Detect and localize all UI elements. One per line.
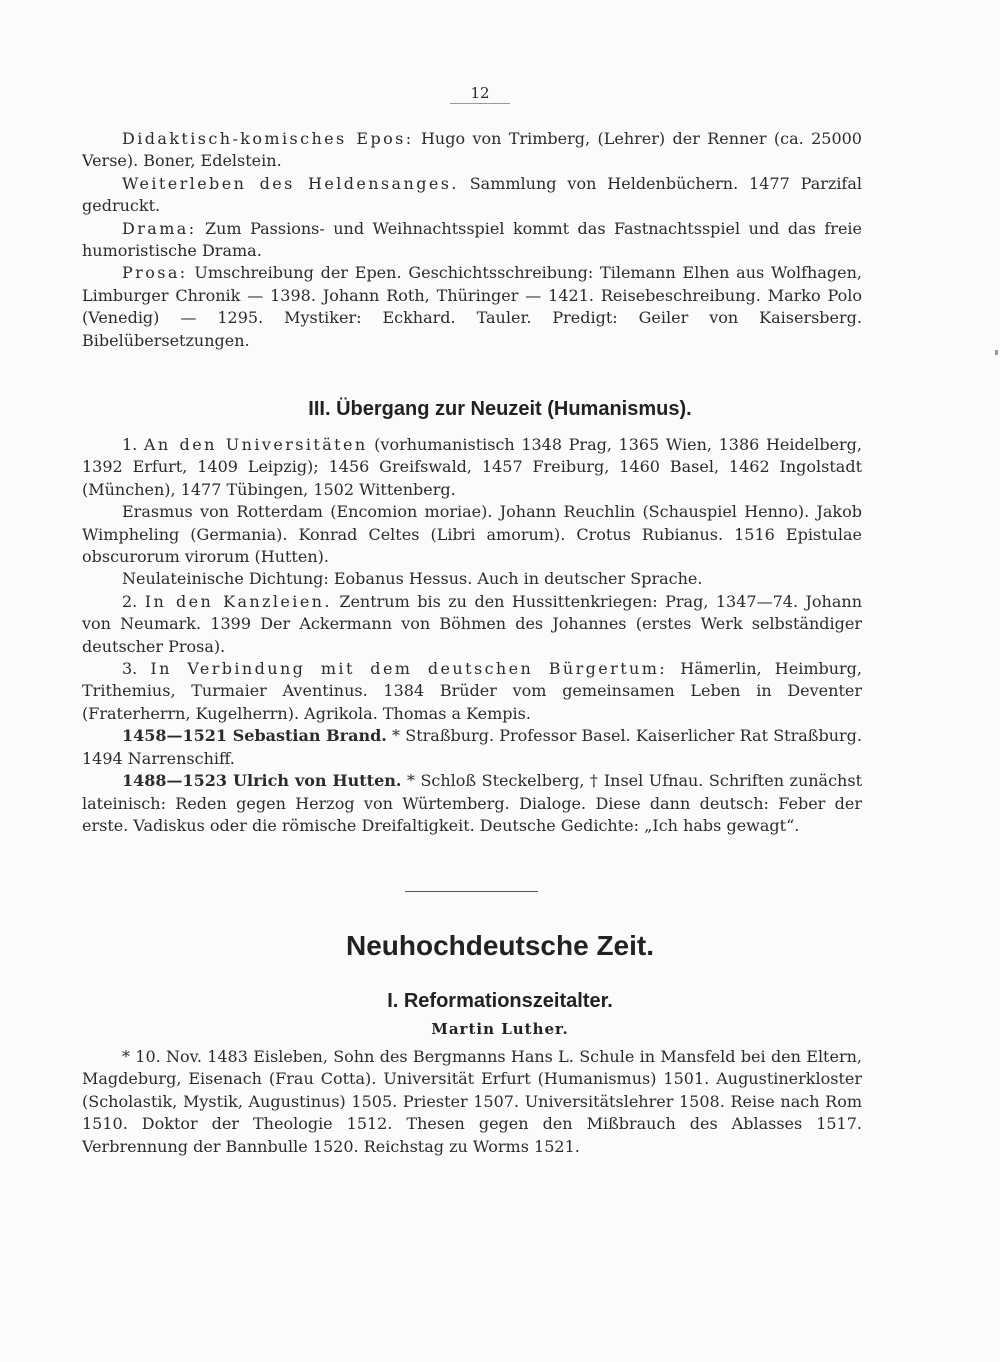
paragraph-lead: Weiterleben des Heldensanges. <box>122 173 459 193</box>
part2-text <box>82 1046 862 1158</box>
paragraph-number: 1. <box>122 435 138 454</box>
paragraph <box>82 770 862 837</box>
paragraph <box>82 434 862 501</box>
paragraph <box>82 725 862 770</box>
paragraph <box>82 128 862 173</box>
person-heading: Martin Luther. <box>431 1020 569 1038</box>
paragraph-lead: 1488—1523 Ulrich von Hutten. <box>122 771 402 791</box>
paragraph: * 10. Nov. 1483 Eisleben, Sohn des Bergmanns Hans L. Schule in Mansfeld bei den Eltern, Magdeburg, Eisenach (Frau Cotta). Universität Erfurt (Humanismus) 1501. Augustinerkloster (Scholastik, Mystik, Augustinus) 1505. Priester 1507. Universitätslehrer 1508. Reise nach Rom 1510. Doktor der Theologie 1512. Thesen gegen den Mißbrauch des Ablasses 1517. Verbrennung der Bannbulle 1520. Reichstag zu Worms 1521. <box>82 1047 862 1156</box>
paragraph-body: Hämerlin, Heimburg, Trithemius, Turmaier Aventinus. 1384 Brüder vom gemeinsamen Leben in Deventer (Fraterherrn, Kugelherrn). Agrikola. Thomas a Kempis. <box>82 659 863 723</box>
paragraph-lead: An den Universitäten <box>143 435 368 454</box>
divider <box>405 891 538 892</box>
section-heading: III. Übergang zur Neuzeit (Humanismus). <box>308 398 692 420</box>
section-heading: I. Reformationszeitalter. <box>387 990 613 1012</box>
paragraph-body: Hugo von Trimberg, (Lehrer) der Renner (ca. 25000 Verse). Boner, Edelstein. <box>82 129 862 171</box>
paragraph-body: (vorhumanistisch 1348 Prag, 1365 Wien, 1386 Heidelberg, 1392 Erfurt, 1409 Leipzig); 1456 Greifswald, 1457 Freiburg, 1460 Basel, 1462 Ingolstadt (München), 1477 Tübingen, 1502 Wittenberg. <box>82 435 863 499</box>
part1-text <box>82 128 862 352</box>
paragraph-body: * Schloß Steckelberg, † Insel Ufnau. Schriften zunächst lateinisch: Reden gegen Herzog von Würtemberg. Dialoge. Diese dann deutsch: Feber der erste. Vadiskus oder die römische Dreifaltigkeit. Deutsche Gedichte: „Ich habs gewagt“. <box>82 771 862 835</box>
paragraph-lead: In den Kanzleien. <box>144 591 332 611</box>
paragraph <box>82 173 862 218</box>
paragraph-body: * Straßburg. Professor Basel. Kaiserlicher Rat Straßburg. 1494 Narrenschiff. <box>82 726 862 768</box>
paragraph-body: Sammlung von Heldenbüchern. 1477 Parzifal gedruckt. <box>82 173 863 216</box>
paragraph-lead: 1458—1521 Sebastian Brand. <box>122 726 387 746</box>
paragraph <box>82 218 862 263</box>
section3-text <box>82 434 862 837</box>
paragraph-lead: In Verbindung mit dem deutschen Bürgertum: <box>150 659 668 679</box>
paragraph-lead: Prosa: <box>122 263 188 283</box>
paragraph <box>82 262 862 352</box>
page-number: 12 <box>440 84 520 104</box>
paragraph-body: Zentrum bis zu den Hussittenkriegen: Prag, 1347—74. Johann von Neumark. 1399 Der Ackermann von Böhmen des Johannes (erstes Werk selbständiger deutscher Prosa). <box>82 591 862 656</box>
paragraph-body: Zum Passions- und Weihnachtsspiel kommt das Fastnachtsspiel und das freie humoristische Drama. <box>82 218 862 261</box>
paragraph: Erasmus von Rotterdam (Encomion moriae). Johann Reuchlin (Schauspiel Henno). Jakob Wimpheling (Germania). Konrad Celtes (Libri amorum). Crotus Rubianus. 1516 Epistulae obscurorum virorum (Hutten). <box>82 502 862 567</box>
paragraph <box>82 591 862 658</box>
paragraph-lead: Didaktisch-komisches Epos: <box>122 129 414 148</box>
paragraph-lead: Drama: <box>122 218 197 238</box>
paragraph-number: 2. <box>122 591 138 611</box>
margin-mark <box>995 350 998 355</box>
paragraph-number: 3. <box>122 659 138 679</box>
paragraph-body: Umschreibung der Epen. Geschichtsschreibung: Tilemann Elhen aus Wolfhagen, Limburger Chronik — 1398. Johann Roth, Thüringer — 1421. Reisebeschreibung. Marko Polo (Venedig) — 1295. Mystiker: Eckhard. Tauler. Predigt: Geiler von Kaisersberg. Bibelübersetzungen. <box>82 263 862 350</box>
part-heading: Neuhochdeutsche Zeit. <box>345 930 655 961</box>
paragraph: Neulateinische Dichtung: Eobanus Hessus. Auch in deutscher Sprache. <box>122 569 703 589</box>
paragraph <box>82 658 862 725</box>
